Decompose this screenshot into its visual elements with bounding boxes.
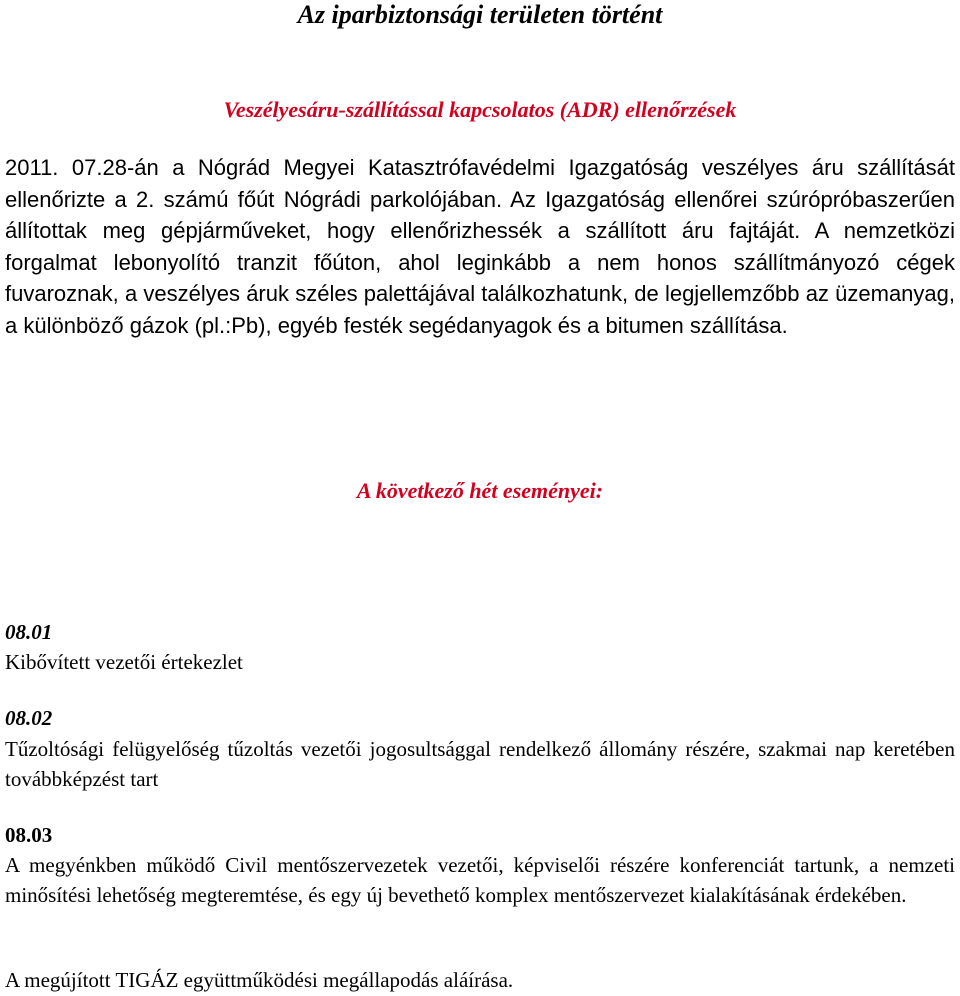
closing-line: A megújított TIGÁZ együttműködési megállapodás aláírása. bbox=[5, 968, 514, 992]
document-title: Az iparbiztonsági területen történt bbox=[297, 0, 663, 29]
event-date: 08.02 bbox=[5, 706, 53, 730]
event-text: Tűzoltósági felügyelőség tűzoltás vezetői jogosultsággal rendelkező állomány részére, szakmai nap keretében továbbképzést tart bbox=[5, 737, 955, 791]
section-heading-next-week: A következő hét eseményei: bbox=[356, 478, 604, 503]
event-text: A megyénkben működő Civil mentőszervezetek vezetői, képviselői részére konferenciát tartunk, a nemzeti minősítési lehetőség megteremtése, és egy új bevethető komplex mentőszervezet kialakításának érdekében. bbox=[5, 853, 955, 907]
event-text: Kibővített vezetői értekezlet bbox=[5, 650, 243, 674]
event-date: 08.03 bbox=[5, 823, 53, 847]
section-heading-adr: Veszélyesáru-szállítással kapcsolatos (ADR) ellenőrzések bbox=[223, 97, 737, 122]
adr-paragraph: 2011. 07.28-án a Nógrád Megyei Katasztrófavédelmi Igazgatóság veszélyes áru szállítását ellenőrizte a 2. számú főút Nógrádi parkolójában. Az Igazgatóság ellenőrei szúrópróbaszerűen állítottak meg gépjárműveket, hogy ellenőrizhessék a szállított áru fajtáját. A nemzetközi forgalmat lebonyolító tranzit főúton, ahol leginkább a nem honos szállítmányozó cégek fuvaroznak, a veszélyes áruk széles palettájával találkozhatunk, de legjellemzőbb az üzemanyag, a különböző gázok (pl.:Pb), egyéb festék segédanyagok és a bitumen szállítása. bbox=[5, 155, 955, 338]
event-date: 08.01 bbox=[5, 620, 53, 644]
